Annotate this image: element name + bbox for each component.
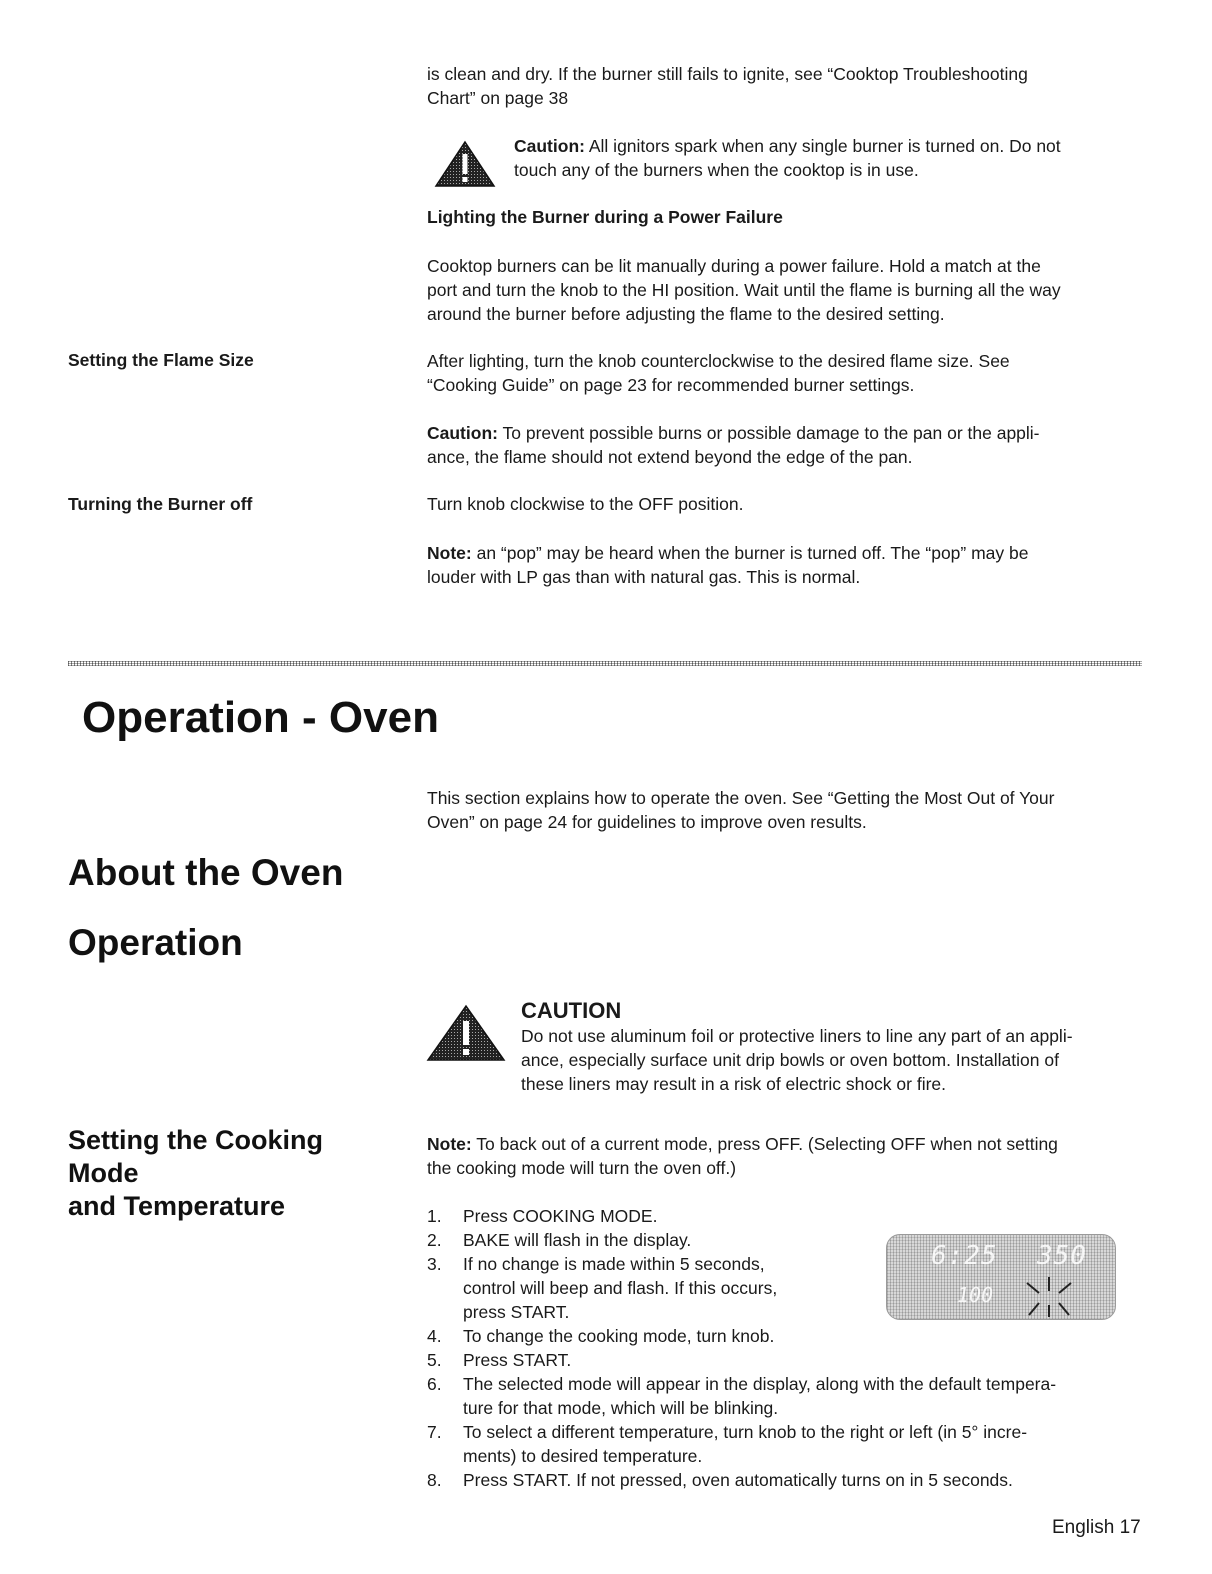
- caution-title: CAUTION: [521, 998, 622, 1023]
- power-failure-line-3: around the burner before adjusting the flame to the desired setting.: [427, 304, 945, 324]
- flame-size-paragraph: [427, 349, 1157, 397]
- ignite-line-2: Chart” on page 38: [427, 88, 569, 108]
- caution-label: Caution:: [514, 136, 585, 156]
- ignite-line-1: is clean and dry. If the burner still fails to ignite, see “Cooktop Troubleshooting: [427, 64, 1028, 84]
- operation-heading: Operation: [68, 922, 243, 963]
- display-time: 6:25: [931, 1241, 998, 1271]
- caution-text-1: All ignitors spark when any single burner is turned on. Do not: [584, 136, 1061, 156]
- cooking-mode-heading: [68, 1124, 323, 1223]
- step-item: 2. BAKE will flash in the display.: [427, 1230, 692, 1250]
- power-failure-line-2: port and turn the knob to the HI position. Wait until the flame is burning all the way: [427, 280, 1061, 300]
- caution-flame-label: Caution:: [427, 423, 498, 443]
- note-mode-label: Note:: [427, 1134, 472, 1154]
- caution-foil-line-1: Do not use aluminum foil or protective liners to line any part of an appli-: [521, 1026, 1073, 1046]
- note-pop-line-2: louder with LP gas than with natural gas. This is normal.: [427, 567, 861, 587]
- caution-foil-line-3: these liners may result in a risk of electric shock or fire.: [521, 1074, 947, 1094]
- caution-triangle-icon: [426, 1004, 506, 1062]
- about-oven-heading: About the Oven: [68, 852, 344, 893]
- flame-size-line-2: “Cooking Guide” on page 23 for recommended burner settings.: [427, 375, 915, 395]
- caution-flame-line-2: ance, the flame should not extend beyond the edge of the pan.: [427, 447, 913, 467]
- display-bottom: 100: [957, 1283, 994, 1307]
- section-divider: [68, 661, 1142, 666]
- caution-text-2: touch any of the burners when the cooktop is in use.: [514, 160, 919, 180]
- burner-off-heading: Turning the Burner off: [68, 494, 253, 514]
- cooking-mode-heading-line-1: Setting the Cooking: [68, 1125, 323, 1155]
- warning-triangle-icon: [434, 140, 496, 188]
- power-failure-line-1: Cooktop burners can be lit manually during a power failure. Hold a match at the: [427, 256, 1041, 276]
- step-item: 3. If no change is made within 5 seconds, control will beep and flash. If this occurs, press START.: [427, 1254, 778, 1322]
- power-failure-heading: Lighting the Burner during a Power Failure: [427, 207, 783, 227]
- oven-display-illustration: [886, 1234, 1116, 1320]
- oven-intro-line-1: This section explains how to operate the oven. See “Getting the Most Out of Your: [427, 788, 1055, 808]
- caution-foil-line-2: ance, especially surface unit drip bowls or oven bottom. Installation of: [521, 1050, 1059, 1070]
- step-item: 4. To change the cooking mode, turn knob.: [427, 1326, 775, 1346]
- display-temp: 350: [1037, 1241, 1087, 1271]
- note-pop-label: Note:: [427, 543, 472, 563]
- oven-intro: [427, 786, 1157, 834]
- note-mode-line-2: the cooking mode will turn the oven off.): [427, 1158, 737, 1178]
- cooking-mode-heading-line-3: and Temperature: [68, 1191, 286, 1221]
- step-item: 6. The selected mode will appear in the display, along with the default tempera- ture for that mode, which will be blinking.: [427, 1374, 1057, 1418]
- note-pop-line-1: an “pop” may be heard when the burner is turned off. The “pop” may be: [471, 543, 1029, 563]
- step-item: 7. To select a different temperature, turn knob to the right or left (in 5° incre- ments) to desired temperature.: [427, 1422, 1028, 1466]
- note-pop: [427, 541, 1157, 589]
- caution-flame-line-1: To prevent possible burns or possible damage to the pan or the appli-: [497, 423, 1040, 443]
- caution-foil: [521, 1024, 1151, 1096]
- note-mode: [427, 1132, 1157, 1180]
- burner-off-text: Turn knob clockwise to the OFF position.: [427, 494, 744, 514]
- caution-ignitors: [514, 134, 1154, 182]
- flame-size-line-1: After lighting, turn the knob counterclockwise to the desired flame size. See: [427, 351, 1010, 371]
- page-title: Operation - Oven: [82, 693, 439, 742]
- step-item: 5. Press START.: [427, 1350, 572, 1370]
- step-item: 1. Press COOKING MODE.: [427, 1206, 658, 1226]
- step-item: 8. Press START. If not pressed, oven automatically turns on in 5 seconds.: [427, 1470, 1013, 1490]
- note-mode-line-1: To back out of a current mode, press OFF. (Selecting OFF when not setting: [471, 1134, 1058, 1154]
- ignite-paragraph: [427, 62, 1157, 110]
- blink-rays-icon: [1019, 1275, 1079, 1317]
- caution-flame: [427, 421, 1157, 469]
- page-number: English 17: [1052, 1517, 1141, 1538]
- cooking-mode-heading-line-2: Mode: [68, 1158, 139, 1188]
- flame-size-heading: Setting the Flame Size: [68, 350, 254, 370]
- oven-intro-line-2: Oven” on page 24 for guidelines to improve oven results.: [427, 812, 867, 832]
- power-failure-paragraph: [427, 254, 1157, 326]
